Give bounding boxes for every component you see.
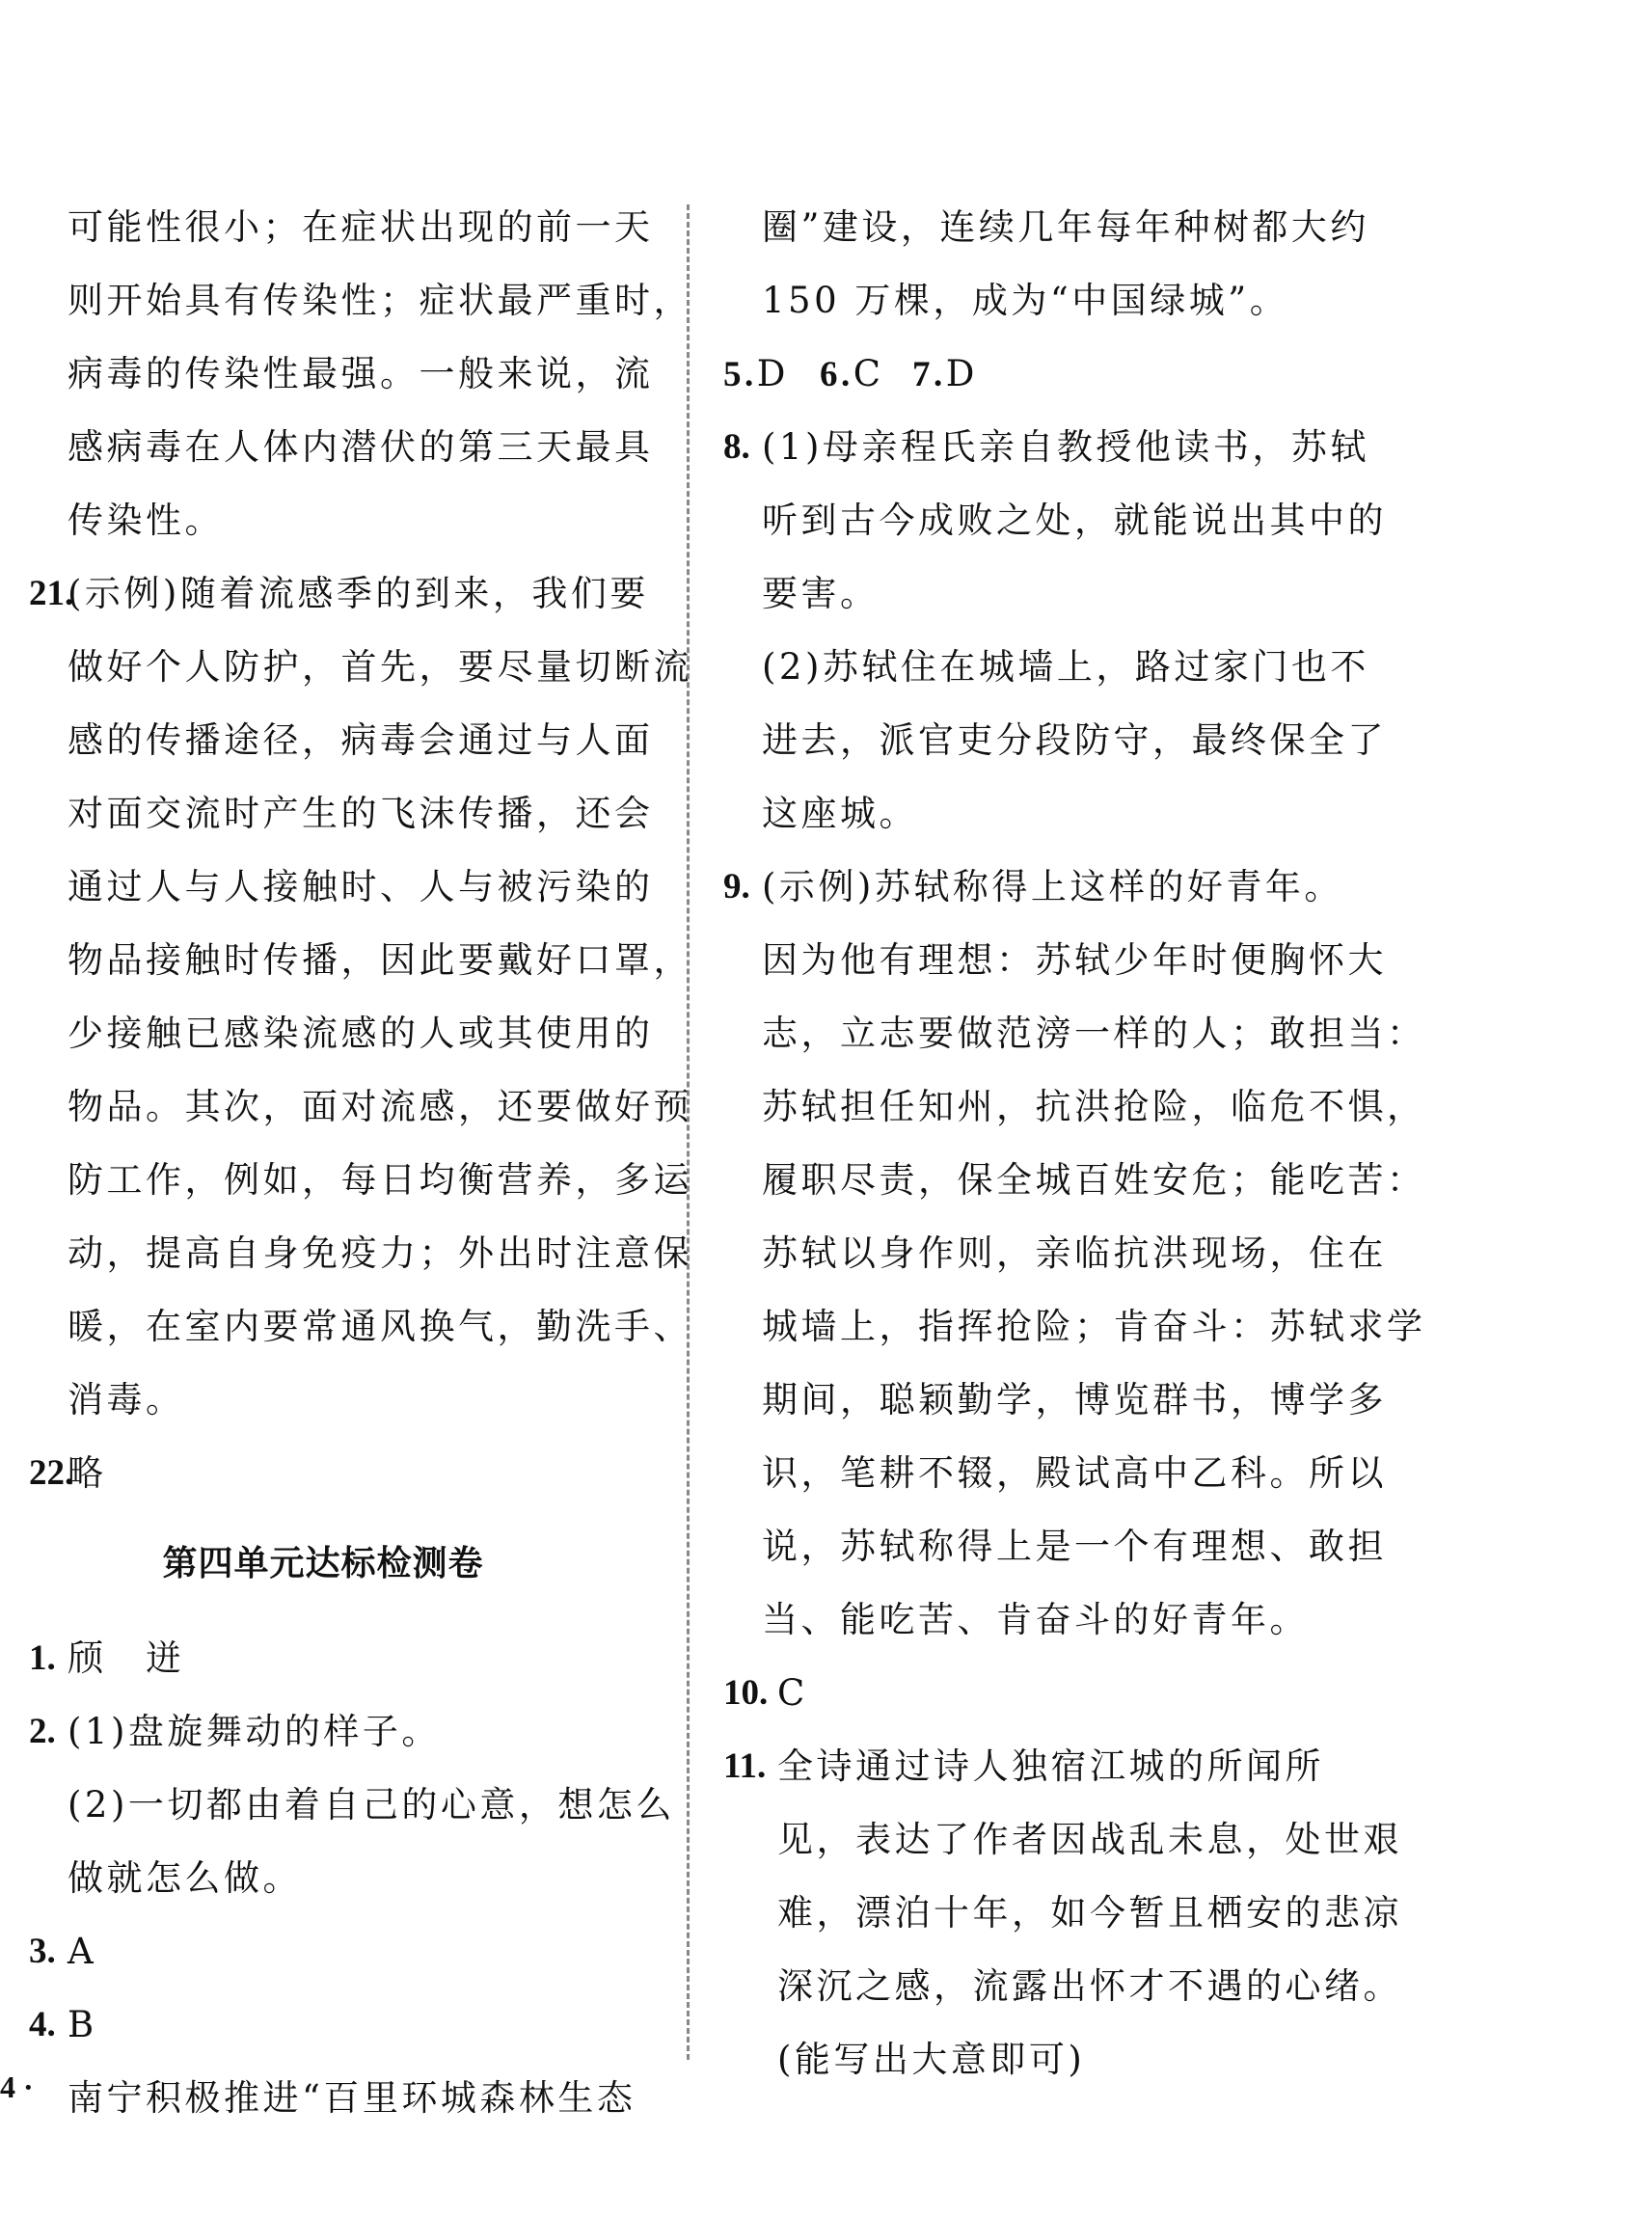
question-number: 21. bbox=[29, 574, 74, 613]
answer-3 bbox=[29, 1915, 656, 1988]
text-line: 期间，聪颖勤学，博览群书，博学多 bbox=[762, 1379, 1387, 1420]
text-line: 全诗通过诗人独宿江城的所闻所 bbox=[777, 1745, 1324, 1787]
text-line: (2)一切都由着自己的心意，想怎么 bbox=[68, 1784, 675, 1826]
text-line: 圈”建设，连续几年每年种树都大约 bbox=[762, 206, 1369, 248]
text-line: 对面交流时产生的飞沫传播，还会 bbox=[68, 793, 654, 834]
question-number: 7. bbox=[912, 355, 946, 394]
text-line: 苏轼担任知州，抗洪抢险，临危不惧， bbox=[762, 1086, 1426, 1127]
text-line: (能写出大意即可) bbox=[777, 2039, 1086, 2080]
text-line: 见，表达了作者因战乱未息，处世艰 bbox=[777, 1819, 1402, 1860]
answer-21 bbox=[29, 557, 692, 1437]
text-line: 识，笔耕不辍，殿试高中乙科。所以 bbox=[762, 1452, 1387, 1494]
answer-20-continued bbox=[29, 191, 692, 557]
question-number: 3. bbox=[29, 1932, 56, 1971]
text-line: 病毒的传染性最强。一般来说，流 bbox=[68, 353, 654, 394]
text-line: 传染性。 bbox=[68, 500, 224, 541]
left-column bbox=[29, 191, 692, 2135]
answer-text: A bbox=[68, 1931, 97, 1972]
page-number: 4 · bbox=[0, 2069, 34, 2104]
text-line: (示例)苏轼称得上这样的好青年。 bbox=[762, 866, 1343, 907]
text-line: 履职尽责，保全城百姓安危；能吃苦： bbox=[762, 1159, 1426, 1201]
question-number: 6. bbox=[820, 355, 853, 394]
answer-text: B bbox=[68, 2004, 97, 2045]
question-number: 10. bbox=[723, 1673, 769, 1713]
text-line: 150 万棵，成为“中国绿城”。 bbox=[762, 280, 1289, 321]
text-line: (2)苏轼住在城墙上，路过家门也不 bbox=[762, 646, 1369, 688]
answer-2 bbox=[29, 1695, 675, 1915]
text-line: 进去，派官吏分段防守，最终保全了 bbox=[762, 719, 1387, 761]
section-title: 第四单元达标检测卷 bbox=[162, 1543, 484, 1583]
answer-text: D bbox=[945, 353, 978, 394]
text-line: 感的传播途径，病毒会通过与人面 bbox=[68, 719, 654, 761]
text-line: (示例)随着流感季的到来，我们要 bbox=[68, 573, 649, 614]
text-line: 说，苏轼称得上是一个有理想、敢担 bbox=[762, 1526, 1387, 1567]
question-number: 2. bbox=[29, 1712, 56, 1751]
answer-8 bbox=[723, 411, 1387, 851]
text-line: 暖，在室内要常通风换气，勤洗手、 bbox=[68, 1306, 692, 1347]
text-line: 做好个人防护，首先，要尽量切断流 bbox=[68, 646, 692, 688]
text-line: 物品接触时传播，因此要戴好口罩， bbox=[68, 939, 692, 981]
answer-text: C bbox=[853, 353, 884, 394]
text-line: 要害。 bbox=[762, 573, 880, 614]
text-line: 城墙上，指挥抢险；肯奋斗：苏轼求学 bbox=[762, 1306, 1426, 1347]
answer-4-continued bbox=[723, 191, 1369, 338]
text-line: 感病毒在人体内潜伏的第三天最具 bbox=[68, 426, 654, 468]
answer-text: D bbox=[756, 353, 789, 394]
text-line: 动，提高自身免疫力；外出时注意保 bbox=[68, 1232, 692, 1274]
answer-text: 颀 迸 bbox=[68, 1637, 185, 1679]
answer-4 bbox=[29, 1988, 656, 2135]
question-number: 5. bbox=[723, 355, 757, 394]
answer-22 bbox=[29, 1437, 656, 1510]
text-line: 听到古今成败之处，就能说出其中的 bbox=[762, 500, 1387, 541]
text-line: 南宁积极推进“百里环城森林生态 bbox=[68, 2077, 636, 2119]
question-number: 1. bbox=[29, 1638, 56, 1678]
text-line: 难，漂泊十年，如今暂且栖安的悲凉 bbox=[777, 1892, 1402, 1934]
answer-1 bbox=[29, 1622, 656, 1695]
text-line: 深沉之感，流露出怀才不遇的心绪。 bbox=[777, 1965, 1402, 2007]
answer-9 bbox=[723, 851, 1426, 1657]
question-number: 9. bbox=[723, 867, 750, 906]
answers-5-to-7 bbox=[723, 338, 1360, 411]
answer-10 bbox=[723, 1657, 1360, 1730]
text-line: (1)母亲程氏亲自教授他读书，苏轼 bbox=[762, 426, 1369, 468]
text-line: 这座城。 bbox=[762, 793, 918, 834]
answer-11 bbox=[723, 1730, 1402, 2096]
text-line: 做就怎么做。 bbox=[68, 1857, 302, 1899]
text-line: 少接触已感染流感的人或其使用的 bbox=[68, 1013, 654, 1054]
question-number: 22. bbox=[29, 1453, 74, 1493]
text-line: 通过人与人接触时、人与被污染的 bbox=[68, 866, 654, 907]
text-line: 因为他有理想：苏轼少年时便胸怀大 bbox=[762, 939, 1387, 981]
text-line: 当、能吃苦、肯奋斗的好青年。 bbox=[762, 1599, 1309, 1640]
text-line: 防工作，例如，每日均衡营养，多运 bbox=[68, 1159, 692, 1201]
answer-text: C bbox=[777, 1672, 808, 1714]
text-line: 志，立志要做范滂一样的人；敢担当： bbox=[762, 1013, 1426, 1054]
text-line: (1)盘旋舞动的样子。 bbox=[68, 1711, 441, 1752]
right-column bbox=[723, 191, 1426, 2096]
text-line: 苏轼以身作则，亲临抗洪现场，住在 bbox=[762, 1232, 1387, 1274]
text-line: 消毒。 bbox=[68, 1379, 185, 1420]
question-number: 4. bbox=[29, 2005, 56, 2044]
text-line: 物品。其次，面对流感，还要做好预 bbox=[68, 1086, 692, 1127]
question-number: 11. bbox=[723, 1746, 767, 1786]
text-line: 则开始具有传染性；症状最严重时， bbox=[68, 280, 692, 321]
text-line: 可能性很小；在症状出现的前一天 bbox=[68, 206, 654, 248]
answer-text: 略 bbox=[68, 1452, 107, 1494]
question-number: 8. bbox=[723, 427, 750, 467]
